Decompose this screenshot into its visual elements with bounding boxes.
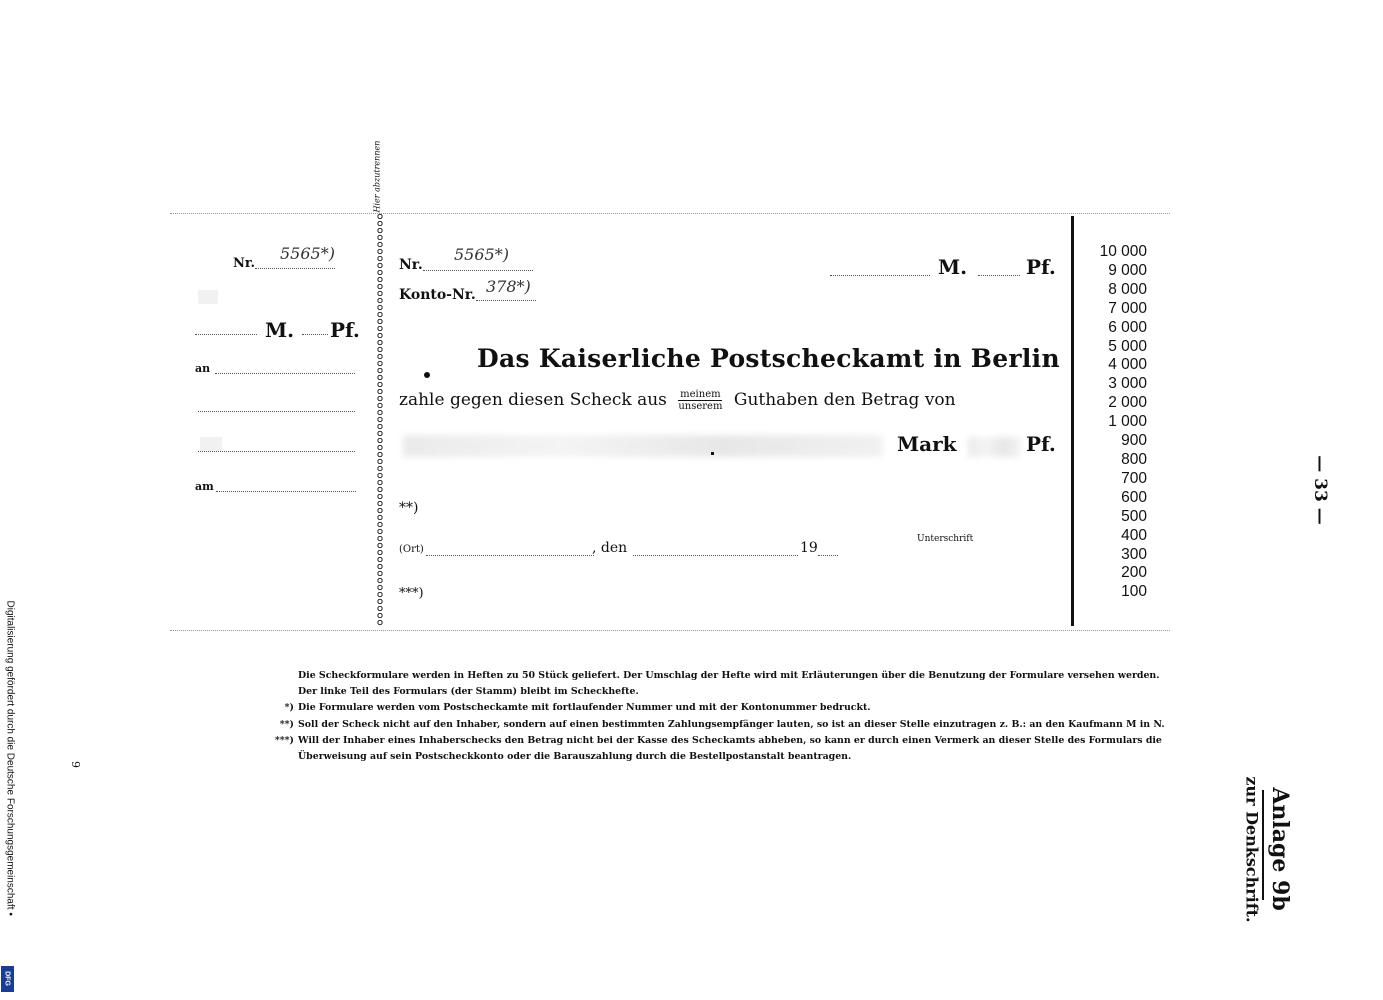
amount-words-dot (711, 452, 714, 455)
amount-column-rule (1071, 216, 1074, 626)
check-title: Das Kaiserliche Postscheckamt in Berlin (477, 344, 1060, 373)
frac-top: meinem (680, 389, 721, 400)
stub-an-label: an (195, 362, 211, 375)
footnotes (272, 668, 1165, 765)
footnote-text: Will der Inhaber eines Inhaberschecks den Betrag nicht bei der Kasse des Scheckamts abheben, so kann er durch einen Vermerk an dieser Stelle des Formulars die (298, 734, 1162, 746)
footnote-line (272, 717, 1165, 733)
perforation-label: Hier abzutrennen (372, 140, 382, 213)
amount-scale-item: 3 000 (1108, 375, 1147, 393)
double-star-note: **) (399, 500, 419, 516)
stub-pf-label: Pf. (330, 318, 360, 342)
appendix-title: Anlage 9b (1267, 787, 1293, 911)
amount-scale (1085, 243, 1147, 602)
frac-bottom: unserem (678, 401, 723, 412)
amount-scale-item: 2 000 (1108, 394, 1147, 412)
check-top-m-label: M. (938, 255, 968, 279)
amount-scale-item: 4 000 (1108, 356, 1147, 374)
amount-scale-item: 8 000 (1108, 280, 1147, 298)
amount-scale-item: 700 (1121, 469, 1147, 487)
amount-words-blur (403, 435, 883, 457)
den-label: , den (592, 540, 628, 556)
pay-text-after: Guthaben den Betrag von (733, 390, 956, 410)
check-nr-label: Nr. (399, 257, 423, 273)
footnote-text: Soll der Scheck nicht auf den Inhaber, sondern auf einen bestimmten Zahlungsempfänger lauten, so ist an dieser Stelle einzutragen z. B.: an den Kaufmann M in N. (298, 718, 1165, 730)
amount-scale-item: 900 (1121, 432, 1147, 450)
left-page-number: 9 (69, 761, 82, 768)
amount-scale-item: 600 (1121, 488, 1147, 506)
footnote-mark: *) (284, 702, 294, 714)
check-nr-value: 5565*) (454, 245, 509, 264)
stub-m-label: M. (265, 318, 295, 342)
amount-scale-item: 800 (1121, 450, 1147, 468)
amount-scale-item: 100 (1121, 583, 1147, 601)
footnote-text: Überweisung auf sein Postscheckkonto oder die Barauszahlung durch die Bestellpostanstalt beantragen. (298, 751, 852, 763)
stub-nr-value: 5565*) (280, 244, 335, 263)
stub-faint-mark-2 (200, 437, 222, 451)
check-top-pf-label: Pf. (1026, 255, 1056, 279)
amount-scale-item: 1 000 (1108, 413, 1147, 431)
amount-scale-item: 10 000 (1099, 243, 1147, 260)
dfg-logo: DFG (1, 966, 14, 992)
konto-value: 378*) (486, 277, 531, 296)
mark-label: Mark (897, 432, 957, 456)
footnote-text: Die Formulare werden vom Postscheckamte mit fortlaufender Nummer und mit der Kontonummer bedruckt. (298, 702, 871, 714)
bullet-dot (424, 372, 430, 378)
appendix-subtitle: zur Denkschrift. (1242, 776, 1262, 923)
check-pf-label: Pf. (1026, 432, 1056, 456)
amount-scale-item: 9 000 (1108, 261, 1147, 279)
check-form (170, 213, 1170, 631)
amount-scale-item: 7 000 (1108, 299, 1147, 317)
amount-scale-item: 400 (1121, 526, 1147, 544)
perforation-line (375, 213, 385, 627)
pay-fraction (678, 389, 722, 412)
page-number: — 33 — (1310, 455, 1330, 525)
amount-scale-item: 5 000 (1108, 337, 1147, 355)
pay-text-before: zahle gegen diesen Scheck aus (399, 390, 667, 410)
year-label: 19 (800, 540, 818, 556)
amount-scale-item: 200 (1121, 564, 1147, 582)
appendix-rule (1262, 790, 1264, 900)
footnote-line (272, 700, 1080, 716)
footnote-text: Die Scheckformulare werden in Heften zu 50 Stück geliefert. Der Umschlag der Hefte wird mit Erläuterungen über die Benutzung der Formulare versehen werden. (298, 670, 1160, 681)
footnote-line (272, 668, 1160, 684)
triple-star-note: ***) (399, 586, 424, 601)
footnote-mark: **) (279, 718, 294, 730)
konto-label: Konto-Nr. (399, 287, 476, 303)
stub-am-label: am (195, 480, 214, 493)
stub-nr-label: Nr. (233, 256, 256, 271)
footnote-mark: ***) (274, 734, 294, 746)
footnote-line (272, 733, 1162, 749)
footnote-text: Der linke Teil des Formulars (der Stamm) bleibt im Scheckhefte. (298, 686, 639, 698)
pay-line (399, 389, 956, 412)
footnote-line (272, 684, 1080, 700)
amount-scale-item: 300 (1121, 545, 1147, 563)
signature-label: Unterschrift (917, 534, 974, 544)
footnote-line (272, 749, 1080, 765)
digitization-credit: Digitalisierung gefördert durch die Deutsche Forschungsgemeinschaft • (4, 600, 16, 916)
ort-label: (Ort) (399, 544, 424, 555)
pf-amount-blur (968, 437, 1020, 457)
amount-scale-item: 6 000 (1108, 318, 1147, 336)
stub-faint-mark (198, 290, 218, 304)
amount-scale-item: 500 (1121, 507, 1147, 525)
